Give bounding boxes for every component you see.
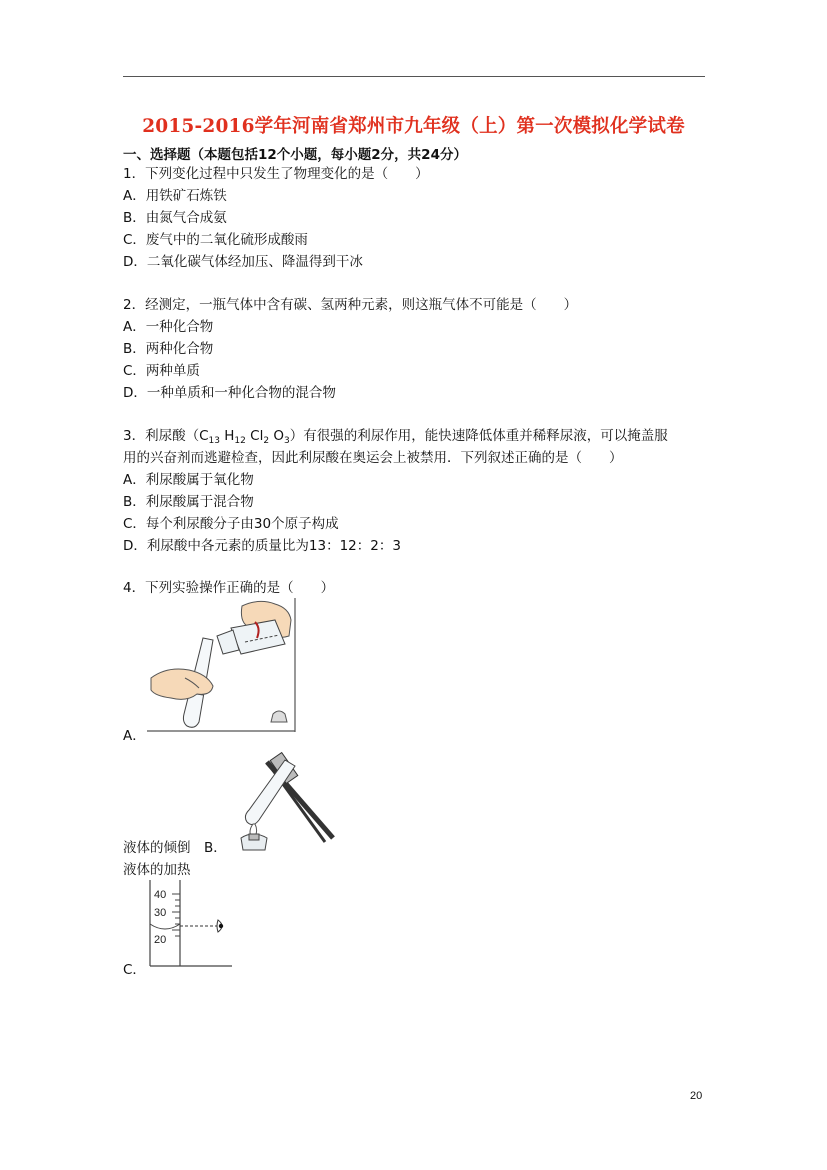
liquid-pouring-figure xyxy=(147,598,297,732)
q2-option-a: A．一种化合物 xyxy=(123,319,214,335)
q4-option-a-caption: 液体的倾倒 B． xyxy=(123,840,227,856)
q1-option-c: C．废气中的二氧化硫形成酸雨 xyxy=(123,232,308,248)
q3-stem-line2: 用的兴奋剂而逃避检查，因此利尿酸在奥运会上被禁用．下列叙述正确的是（ ） xyxy=(123,450,623,466)
cylinder-mark-30: 30 xyxy=(154,907,167,919)
q4-option-a-label: A． xyxy=(123,728,146,744)
q3-option-a: A．利尿酸属于氧化物 xyxy=(123,472,254,488)
cylinder-reading-figure xyxy=(146,880,234,968)
q2-option-d: D．一种单质和一种化合物的混合物 xyxy=(123,385,336,401)
q2-option-c: C．两种单质 xyxy=(123,363,200,379)
section-heading: 一、选择题（本题包括12个小题，每小题2分，共24分） xyxy=(123,147,467,163)
q3-option-b: B．利尿酸属于混合物 xyxy=(123,494,254,510)
q2-option-b: B．两种化合物 xyxy=(123,341,214,357)
header-rule xyxy=(123,76,705,77)
q3-stem-line1: 3．利尿酸（$C_{13}$ $H_{12}$ $Cl_2$ $O_3$）有很强的利尿作用，能快速降低体重并稀释尿液，可以掩盖服 xyxy=(123,428,668,446)
q3-option-c: C．每个利尿酸分子由30个原子构成 xyxy=(123,516,339,532)
q3-option-d: D．利尿酸中各元素的质量比为13：12：2：3 xyxy=(123,538,401,554)
liquid-heating-figure xyxy=(233,750,335,852)
q1-option-a: A．用铁矿石炼铁 xyxy=(123,188,227,204)
exam-title: 2015-2016学年河南省郑州市九年级（上）第一次模拟化学试卷 xyxy=(142,116,685,137)
page-number: 20 xyxy=(690,1090,703,1102)
cylinder-mark-40: 40 xyxy=(154,889,167,901)
q1-option-d: D．二氧化碳气体经加压、降温得到干冰 xyxy=(123,254,363,270)
q2-stem: 2．经测定，一瓶气体中含有碳、氢两种元素，则这瓶气体不可能是（ ） xyxy=(123,297,578,313)
q4-stem: 4．下列实验操作正确的是（ ） xyxy=(123,580,335,596)
q1-stem: 1．下列变化过程中只发生了物理变化的是（ ） xyxy=(123,166,429,182)
q4-option-b-caption: 液体的加热 xyxy=(123,862,191,878)
cylinder-mark-20: 20 xyxy=(154,934,167,946)
q1-option-b: B．由氮气合成氨 xyxy=(123,210,227,226)
q4-option-c-label: C． xyxy=(123,962,146,978)
